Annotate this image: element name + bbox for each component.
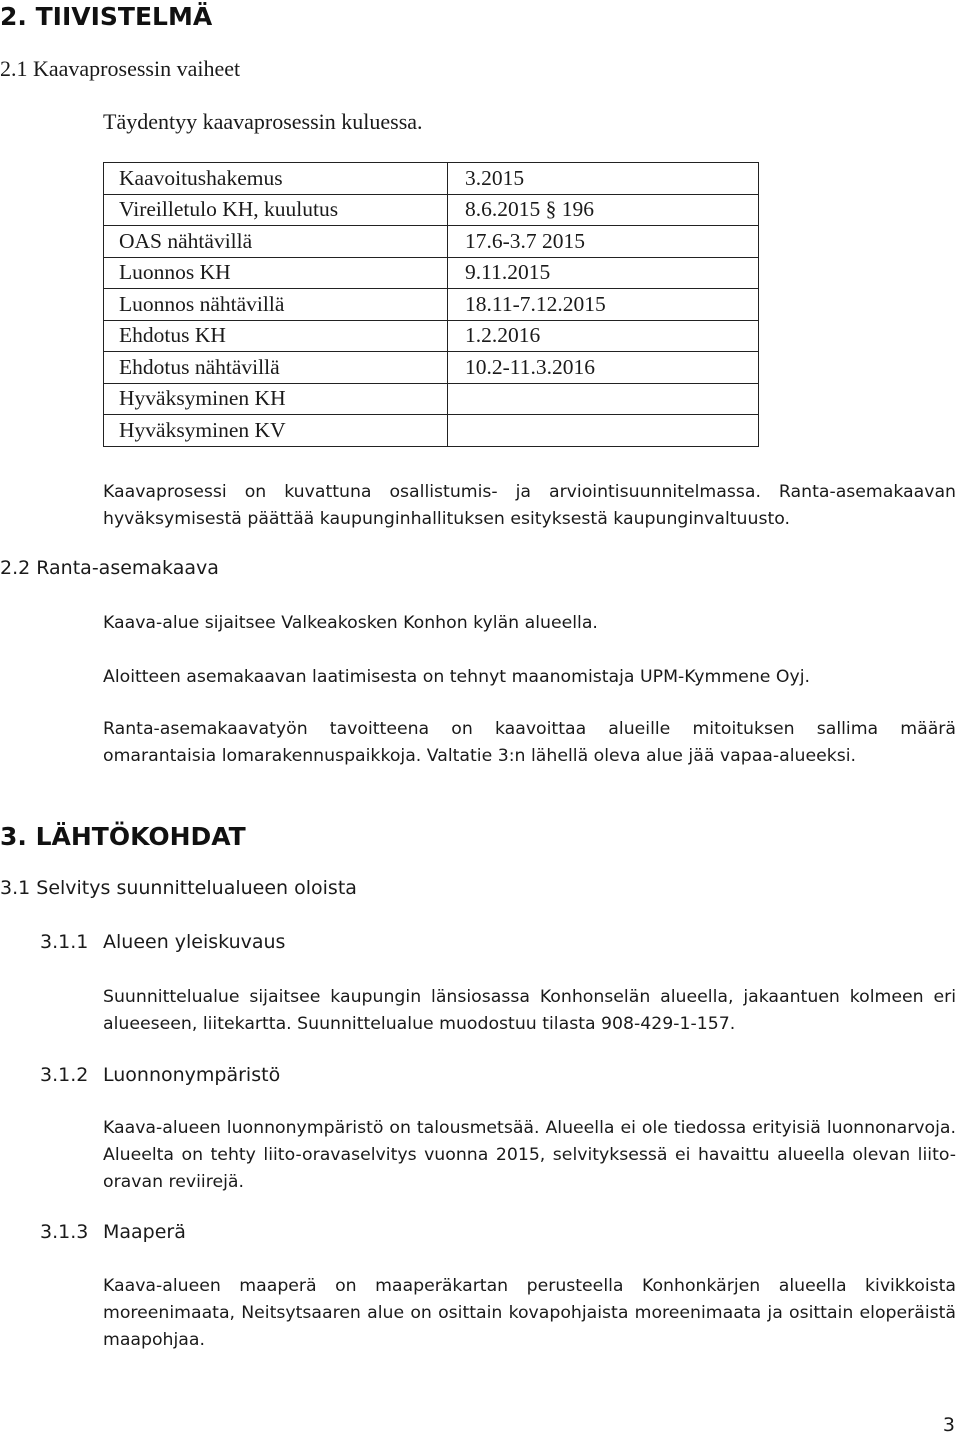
table-row	[104, 226, 759, 258]
section-2-heading: 2. TIIVISTELMÄ	[0, 2, 213, 31]
phase-date: 9.11.2015	[448, 257, 759, 289]
table-row	[104, 352, 759, 384]
phase-label: Ehdotus KH	[104, 320, 448, 352]
section-2-2-paragraph-2: Aloitteen asemakaavan laatimisesta on tehnyt maanomistaja UPM-Kymmene Oyj.	[103, 667, 811, 687]
phase-label: Luonnos KH	[104, 257, 448, 289]
table-row	[104, 383, 759, 415]
section-2-1-note: Täydentyy kaavaprosessin kuluessa.	[103, 109, 423, 134]
phase-label: Kaavoitushakemus	[104, 163, 448, 195]
table-row	[104, 257, 759, 289]
section-2-2-paragraph-1: Kaava-alue sijaitsee Valkeakosken Konhon kylän alueella.	[103, 613, 598, 633]
phase-date	[448, 415, 759, 447]
section-2-1-heading: 2.1 Kaavaprosessin vaiheet	[0, 56, 241, 81]
phase-date: 17.6-3.7 2015	[448, 226, 759, 258]
phase-label: Hyväksyminen KV	[104, 415, 448, 447]
phase-label: Luonnos nähtävillä	[104, 289, 448, 321]
section-2-2-heading: 2.2 Ranta-asemakaava	[0, 557, 219, 579]
phase-label: OAS nähtävillä	[104, 226, 448, 258]
section-2-2-paragraph-3: Ranta-asemakaavatyön tavoitteena on kaavoittaa alueille mitoituksen sallima määrä omarantaisia lomarakennuspaikkoja. Valtatie 3:n lähellä oleva alue jää vapaa-alueeksi.	[103, 719, 956, 766]
section-3-1-2-number: 3.1.2	[40, 1064, 89, 1086]
section-3-1-2-title: Luonnonympäristö	[103, 1064, 281, 1086]
phase-date: 1.2.2016	[448, 320, 759, 352]
table-row	[104, 415, 759, 447]
section-3-1-heading: 3.1 Selvitys suunnittelualueen oloista	[0, 877, 357, 899]
table-row	[104, 320, 759, 352]
page-number: 3	[942, 1414, 955, 1436]
phase-date: 3.2015	[448, 163, 759, 195]
phase-date: 10.2-11.3.2016	[448, 352, 759, 384]
table-row	[104, 289, 759, 321]
phase-date: 18.11-7.12.2015	[448, 289, 759, 321]
table-row	[104, 194, 759, 226]
section-3-1-3-number: 3.1.3	[40, 1221, 89, 1243]
phase-label: Vireilletulo KH, kuulutus	[104, 194, 448, 226]
phase-date: 8.6.2015 § 196	[448, 194, 759, 226]
phase-date	[448, 383, 759, 415]
phase-label: Hyväksyminen KH	[104, 383, 448, 415]
phase-label: Ehdotus nähtävillä	[104, 352, 448, 384]
section-3-1-3-text: Kaava-alueen maaperä on maaperäkartan perusteella Konhonkärjen alueella kivikkoista moreenimaata, Neitsytsaaren alue on osittain kovapohjaista moreenimaata ja osittain eloperäistä maapohjaa.	[103, 1276, 956, 1350]
section-3-1-1-text: Suunnittelualue sijaitsee kaupungin länsiosassa Konhonselän alueella, jakaantuen kolmeen eri alueeseen, liitekartta. Suunnittelualue muodostuu tilasta 908-429-1-157.	[103, 987, 956, 1034]
table-row	[104, 163, 759, 195]
section-3-1-1-title: Alueen yleiskuvaus	[103, 931, 286, 953]
section-3-1-2-text: Kaava-alueen luonnonympäristö on talousmetsää. Alueella ei ole tiedossa erityisiä luonnonarvoja. Alueelta on tehty liito-oravaselvitys vuonna 2015, selvityksessä ei havaittu alueella olevan liito-oravan reviirejä.	[103, 1118, 956, 1192]
process-description: Kaavaprosessi on kuvattuna osallistumis- ja arviointisuunnitelmassa. Ranta-asemakaavan hyväksymisestä päättää kaupunginhallituksen esityksestä kaupunginvaltuusto.	[103, 482, 956, 529]
section-3-1-1-number: 3.1.1	[40, 931, 89, 953]
process-phases-table	[103, 162, 759, 447]
section-3-heading: 3. LÄHTÖKOHDAT	[0, 822, 246, 851]
section-3-1-3-title: Maaperä	[103, 1221, 186, 1243]
